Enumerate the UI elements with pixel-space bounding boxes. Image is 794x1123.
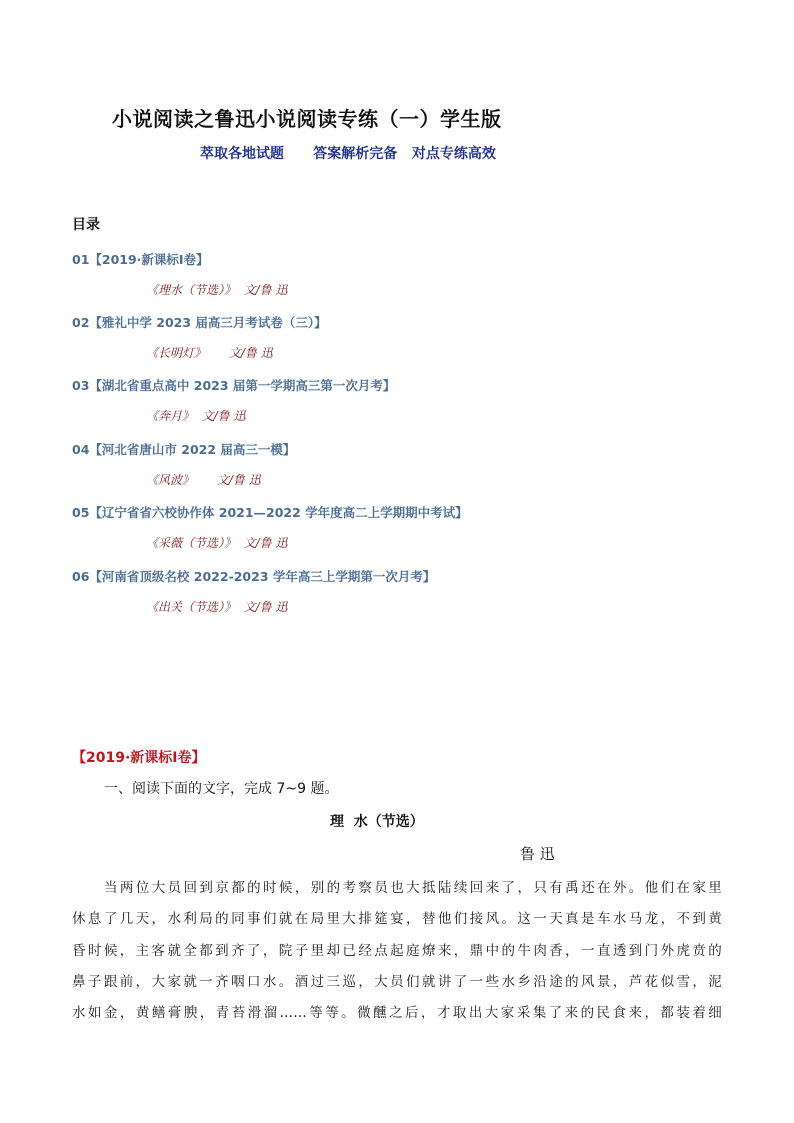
body-line-5: 水如金，黄鳝膏腴，青苔滑溜……等等。微醺之后，才取出大家采集了来的民食来，都装着细 [72, 1005, 722, 1021]
toc-subtitle-02: 《长明灯》 文/鲁 迅 [146, 346, 273, 360]
toc-item-01[interactable]: 01【2019·新课标Ⅰ卷】 [72, 252, 209, 267]
question-instruction: 一、阅读下面的文字，完成 7~9 题。 [104, 781, 339, 797]
toc-item-06[interactable]: 06【河南省顶级名校 2022-2023 学年高三上学期第一次月考】 [72, 569, 436, 584]
story-title: 理 水（节选） [330, 814, 424, 830]
toc-subtitle-04: 《风波》 文/鲁 迅 [146, 473, 261, 487]
document-title: 小说阅读之鲁迅小说阅读专练（一）学生版 [112, 107, 502, 131]
story-author: 鲁 迅 [520, 845, 555, 863]
toc-heading: 目录 [72, 217, 100, 233]
toc-subtitle-06: 《出关（节选）》 文/鲁 迅 [146, 600, 288, 614]
body-line-1: 当两位大员回到京都的时候，别的考察员也大抵陆续回来了，只有禹还在外。他们在家里 [104, 880, 722, 896]
body-line-3: 昏时候，主客就全都到齐了，院子里却已经点起庭燎来，鼎中的牛肉香，一直透到门外虎贲的 [72, 943, 722, 959]
toc-item-03[interactable]: 03【湖北省重点高中 2023 届第一学期高三第一次月考】 [72, 378, 396, 393]
toc-item-05[interactable]: 05【辽宁省省六校协作体 2021—2022 学年度高二上学期期中考试】 [72, 505, 468, 520]
toc-subtitle-03: 《奔月》 文/鲁 迅 [146, 409, 246, 423]
toc-item-04[interactable]: 04【河北省唐山市 2022 届高三一模】 [72, 442, 296, 457]
toc-item-02[interactable]: 02【雅礼中学 2023 届高三月考试卷（三）】 [72, 315, 327, 330]
document-subtitle: 萃取各地试题 答案解析完备 对点专练高效 [200, 146, 496, 162]
section-source: 【2019·新课标Ⅰ卷】 [72, 750, 206, 766]
body-line-4: 鼻子跟前，大家就一齐咽口水。酒过三巡，大员们就讲了一些水乡沿途的风景，芦花似雪，泥 [72, 974, 722, 990]
toc-subtitle-01: 《理水（节选）》 文/鲁 迅 [146, 283, 288, 297]
body-line-2: 休息了几天，水利局的同事们就在局里大排筵宴，替他们接风。这一天真是车水马龙，不到黄 [72, 911, 722, 927]
toc-subtitle-05: 《采薇（节选）》 文/鲁 迅 [146, 536, 288, 550]
